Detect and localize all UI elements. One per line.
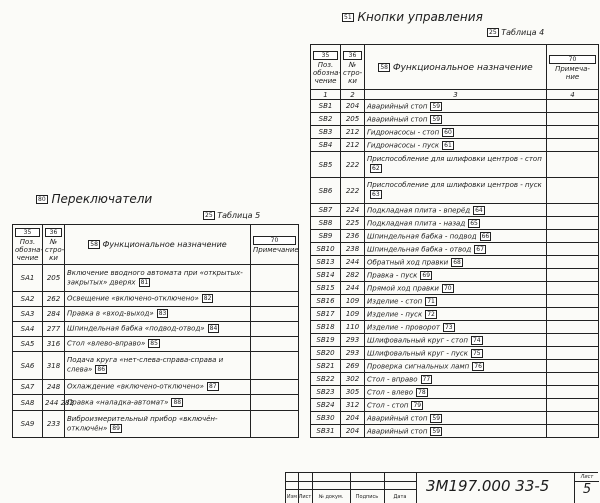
pos-cell: SB14 (311, 269, 341, 282)
row-cell: 205 (43, 265, 65, 292)
header-func: 58 Функциональное назначение (65, 225, 251, 265)
pos-cell: SA9 (13, 411, 43, 438)
ref-tag: 71 (427, 297, 435, 305)
func-cell (365, 230, 547, 243)
pos-cell: SA5 (13, 337, 43, 352)
table-row (311, 386, 599, 399)
ref-tag: 88 (173, 398, 182, 406)
table-row (311, 243, 599, 256)
func-cell (65, 352, 251, 380)
ref-tag: 64 (475, 206, 483, 214)
sheet-label: Лист (575, 473, 599, 482)
func-text: Включение вводного автомата при «открытых-закрытых» дверях (67, 268, 243, 287)
note-cell (251, 395, 299, 411)
note-cell (251, 307, 299, 322)
buttons-title-text: Кнопки управления (357, 10, 483, 24)
table-row (311, 178, 599, 204)
table-row (311, 308, 599, 321)
header-note: 70 Примеча-ние (547, 45, 599, 90)
row-cell: 109 (341, 295, 365, 308)
row-cell: 262 (43, 292, 65, 307)
note-cell (547, 308, 599, 321)
func-text: Шпиндельная бабка - подвод (367, 232, 477, 240)
row-cell: 110 (341, 321, 365, 334)
func-cell (365, 243, 547, 256)
func-text: Правка «наладка-автомат» (67, 398, 169, 407)
switches-table-label: Таблица 5 (217, 211, 261, 220)
table-row (13, 352, 299, 380)
ref-tag: 59 (432, 427, 441, 435)
pos-cell: SA7 (13, 380, 43, 395)
note-cell (547, 126, 599, 139)
table-row (311, 425, 599, 438)
ref-tag: 65 (470, 219, 478, 227)
table-row (311, 282, 599, 295)
pos-cell: SB10 (311, 243, 341, 256)
ref-tag: 85 (150, 340, 158, 348)
func-text: Обратный ход правки (367, 258, 449, 266)
func-cell (65, 411, 251, 438)
pos-cell: SA2 (13, 292, 43, 307)
func-cell (65, 307, 251, 322)
func-cell (365, 399, 547, 412)
row-cell: 293 (341, 347, 365, 360)
table-row (311, 347, 599, 360)
pos-cell: SB17 (311, 308, 341, 321)
stamp-label: Изм (286, 494, 298, 500)
ref-tag: 86 (97, 366, 106, 374)
row-cell: 302 (341, 373, 365, 386)
note-cell (547, 347, 599, 360)
func-text: Аварийный стоп (367, 115, 428, 123)
switches-title-text: Переключатели (51, 192, 153, 206)
pos-cell: SB2 (311, 113, 341, 126)
row-cell: 109 (341, 308, 365, 321)
note-cell (547, 360, 599, 373)
func-text: Подкладная плита - вперёд (367, 206, 471, 214)
switches-table-ref (203, 211, 260, 220)
pos-cell: SA8 (13, 395, 43, 411)
row-cell: 316 (43, 337, 65, 352)
row-cell: 212 (341, 126, 365, 139)
row-cell: 312 (341, 399, 365, 412)
func-cell (365, 321, 547, 334)
row-cell: 284 (43, 307, 65, 322)
row-cell: 205 (341, 113, 365, 126)
colnum: 1 (311, 90, 341, 100)
func-text: Стол - влево (367, 388, 414, 396)
switches-header-row (13, 225, 299, 265)
pos-cell: SB21 (311, 360, 341, 373)
func-text: Гидронасосы - стоп (367, 128, 440, 136)
func-text: Виброизмерительный прибор «включён-отключён» (67, 414, 218, 433)
header-note: 70 Примечание (251, 225, 299, 265)
stamp-label: № докум. (318, 494, 344, 500)
table-row (311, 204, 599, 217)
note-cell (547, 373, 599, 386)
pos-cell: SB13 (311, 256, 341, 269)
ref-tag: 72 (427, 310, 435, 318)
pos-cell: SA4 (13, 322, 43, 337)
func-text: Аварийный стоп (367, 414, 428, 422)
row-cell: 282 (341, 269, 365, 282)
func-cell (365, 178, 547, 204)
note-cell (251, 322, 299, 337)
ref-tag: 81 (140, 278, 149, 286)
func-cell (65, 395, 251, 411)
table-row (311, 126, 599, 139)
note-cell (547, 399, 599, 412)
func-cell (365, 100, 547, 113)
pos-cell: SB1 (311, 100, 341, 113)
table-row (311, 412, 599, 425)
stamp-labels (286, 494, 416, 500)
func-cell (365, 334, 547, 347)
func-text: Изделие - проворот (367, 323, 440, 331)
func-text: Прямой ход правки (367, 284, 439, 292)
switches-table-tag: 25 (205, 212, 213, 219)
row-cell: 222 (341, 178, 365, 204)
buttons-table-tag: 25 (489, 29, 497, 36)
table-row (13, 337, 299, 352)
pos-cell: SB23 (311, 386, 341, 399)
note-cell (547, 425, 599, 438)
stamp-label: Дата (393, 494, 407, 500)
table-row (311, 113, 599, 126)
pos-cell: SB20 (311, 347, 341, 360)
header-pos: 35 Поз. обозна-чение (311, 45, 341, 90)
func-text: Правка в «вход-выход» (67, 309, 154, 318)
sheet-number: 5 (582, 482, 592, 497)
func-cell (365, 412, 547, 425)
table-row (311, 217, 599, 230)
func-text: Изделие - стоп (367, 297, 423, 305)
table-row (311, 152, 599, 178)
func-cell (365, 425, 547, 438)
ref-tag: 60 (444, 128, 452, 136)
func-cell (365, 256, 547, 269)
row-cell: 238 (341, 243, 365, 256)
table-row (311, 321, 599, 334)
func-cell (365, 295, 547, 308)
func-text: Шлифовальный круг - пуск (367, 349, 468, 357)
buttons-section-title (342, 10, 483, 24)
table-row (311, 334, 599, 347)
ref-tag: 75 (472, 349, 481, 357)
ref-tag: 84 (209, 325, 218, 333)
func-cell (65, 292, 251, 307)
header-row: 36 № стро-ки (341, 45, 365, 90)
func-text: Аварийный стоп (367, 102, 428, 110)
header-pos: 35 Поз. обозна-чение (13, 225, 43, 265)
note-cell (547, 100, 599, 113)
ref-tag: 61 (444, 141, 452, 149)
pos-cell: SA3 (13, 307, 43, 322)
note-cell (547, 230, 599, 243)
row-cell: 222 (341, 152, 365, 178)
note-cell (547, 282, 599, 295)
note-cell (547, 256, 599, 269)
func-text: Стол - стоп (367, 401, 409, 409)
func-text: Правка - пуск (367, 271, 418, 279)
buttons-table-label: Таблица 4 (501, 28, 545, 37)
func-cell (365, 113, 547, 126)
buttons-header-row (311, 45, 599, 90)
func-text: Шпиндельная бабка - отвод (367, 245, 472, 253)
ref-tag: 63 (372, 191, 380, 199)
note-cell (251, 380, 299, 395)
func-text: Шпиндельная бабка «подвод-отвод» (67, 324, 205, 333)
table-row (13, 395, 299, 411)
table-row (311, 230, 599, 243)
ref-tag: 89 (112, 424, 120, 432)
pos-cell: SB31 (311, 425, 341, 438)
pos-cell: SB30 (311, 412, 341, 425)
func-cell (365, 217, 547, 230)
table-row (311, 373, 599, 386)
note-cell (547, 139, 599, 152)
buttons-table (310, 44, 599, 438)
table-row (13, 265, 299, 292)
ref-tag: 67 (476, 245, 484, 253)
header-row: 36 № стро-ки (43, 225, 65, 265)
func-text: Шлифовальный круг - стоп (367, 336, 468, 344)
note-cell (547, 334, 599, 347)
sheet-box (574, 473, 599, 503)
pos-cell: SB22 (311, 373, 341, 386)
row-cell: 233 (43, 411, 65, 438)
ref-tag: 78 (418, 388, 426, 396)
note-cell (251, 292, 299, 307)
row-cell: 277 (43, 322, 65, 337)
table-row (13, 380, 299, 395)
pos-cell: SB19 (311, 334, 341, 347)
func-cell (365, 126, 547, 139)
func-cell (365, 139, 547, 152)
func-text: Проверка сигнальных ламп (367, 362, 470, 370)
note-cell (251, 352, 299, 380)
note-cell (251, 411, 299, 438)
note-cell (251, 337, 299, 352)
table-row (311, 256, 599, 269)
row-cell: 204 (341, 425, 365, 438)
func-text: Освещение «включено-отключено» (67, 294, 199, 303)
func-cell (365, 308, 547, 321)
switches-table (12, 224, 299, 438)
row-cell: 224 (341, 204, 365, 217)
ref-tag: 74 (472, 336, 481, 344)
row-cell: 204 (341, 412, 365, 425)
func-text: Подача круга «нет-слева-справа-справа и слева» (67, 356, 224, 374)
pos-cell: SB15 (311, 282, 341, 295)
ref-tag: 76 (474, 362, 482, 370)
func-text: Подкладная плита - назад (367, 219, 466, 227)
ref-tag: 87 (208, 383, 217, 391)
switches-table-body (13, 265, 299, 438)
stamp-label: Лист (298, 494, 312, 500)
func-cell (365, 386, 547, 399)
note-cell (547, 217, 599, 230)
pos-cell: SB18 (311, 321, 341, 334)
colnum: 4 (547, 90, 599, 100)
pos-cell: SA6 (13, 352, 43, 380)
row-cell: 244 (341, 282, 365, 295)
pos-cell: SB6 (311, 178, 341, 204)
func-cell (65, 380, 251, 395)
pos-cell: SB9 (311, 230, 341, 243)
pos-cell: SB4 (311, 139, 341, 152)
ref-tag: 77 (422, 375, 431, 383)
func-text: Приспособление для шлифовки центров - пуск (367, 181, 542, 190)
row-cell: 269 (341, 360, 365, 373)
func-text: Охлаждение «включено-отключено» (67, 382, 204, 391)
ref-tag: 82 (203, 295, 212, 303)
table-row (311, 269, 599, 282)
func-cell (65, 322, 251, 337)
func-text: Приспособление для шлифовки центров - стоп (367, 155, 542, 164)
buttons-table-body (311, 100, 599, 438)
row-cell: 305 (341, 386, 365, 399)
note-cell (251, 265, 299, 292)
table-row (13, 322, 299, 337)
table-row (13, 307, 299, 322)
func-text: Стол «влево-вправо» (67, 339, 146, 348)
func-cell (365, 204, 547, 217)
note-cell (547, 113, 599, 126)
note-cell (547, 321, 599, 334)
row-cell: 244 282 (43, 395, 65, 411)
buttons-section-tag: 51 (344, 14, 352, 21)
note-cell (547, 152, 599, 178)
table-row (311, 100, 599, 113)
row-cell: 204 (341, 100, 365, 113)
note-cell (547, 178, 599, 204)
note-cell (547, 386, 599, 399)
buttons-colnum-row (311, 90, 599, 100)
ref-tag: 62 (372, 165, 380, 173)
note-cell (547, 243, 599, 256)
pos-cell: SB5 (311, 152, 341, 178)
ref-tag: 66 (481, 232, 490, 240)
func-cell (365, 269, 547, 282)
ref-tag: 69 (422, 271, 431, 279)
table-row (311, 139, 599, 152)
ref-tag: 73 (444, 323, 453, 331)
row-cell: 244 (341, 256, 365, 269)
ref-tag: 70 (443, 284, 452, 292)
note-cell (547, 269, 599, 282)
row-cell: 318 (43, 352, 65, 380)
func-text: Изделие - пуск (367, 310, 423, 318)
func-cell (365, 360, 547, 373)
ref-tag: 83 (158, 310, 167, 318)
func-text: Гидронасосы - пуск (367, 141, 440, 149)
ref-tag: 59 (432, 115, 441, 123)
pos-cell: SB3 (311, 126, 341, 139)
func-cell (65, 265, 251, 292)
func-cell (65, 337, 251, 352)
title-block (285, 472, 598, 503)
pos-cell: SB16 (311, 295, 341, 308)
switches-section-title (36, 192, 152, 206)
pos-cell: SB7 (311, 204, 341, 217)
func-cell (365, 373, 547, 386)
ref-tag: 68 (453, 258, 461, 266)
note-cell (547, 295, 599, 308)
table-row (311, 399, 599, 412)
row-cell: 212 (341, 139, 365, 152)
ref-tag: 59 (432, 414, 441, 422)
table-row (311, 295, 599, 308)
table-row (311, 360, 599, 373)
buttons-table-ref (487, 28, 544, 37)
note-cell (547, 412, 599, 425)
func-cell (365, 152, 547, 178)
func-text: Аварийный стоп (367, 427, 428, 435)
colnum: 3 (365, 90, 547, 100)
pos-cell: SA1 (13, 265, 43, 292)
switches-section-tag: 80 (38, 196, 46, 203)
stamp-label: Подпись (355, 494, 379, 500)
table-row (13, 292, 299, 307)
ref-tag: 59 (432, 102, 441, 110)
header-func: 58 Функциональное назначение (365, 45, 547, 90)
func-cell (365, 347, 547, 360)
table-row (13, 411, 299, 438)
colnum: 2 (341, 90, 365, 100)
row-cell: 236 (341, 230, 365, 243)
pos-cell: SB24 (311, 399, 341, 412)
row-cell: 293 (341, 334, 365, 347)
pos-cell: SB8 (311, 217, 341, 230)
row-cell: 225 (341, 217, 365, 230)
func-text: Стол - вправо (367, 375, 418, 383)
func-cell (365, 282, 547, 295)
note-cell (547, 204, 599, 217)
document-number: 3М197.000 33-5 (426, 477, 550, 495)
ref-tag: 79 (413, 401, 422, 409)
row-cell: 248 (43, 380, 65, 395)
